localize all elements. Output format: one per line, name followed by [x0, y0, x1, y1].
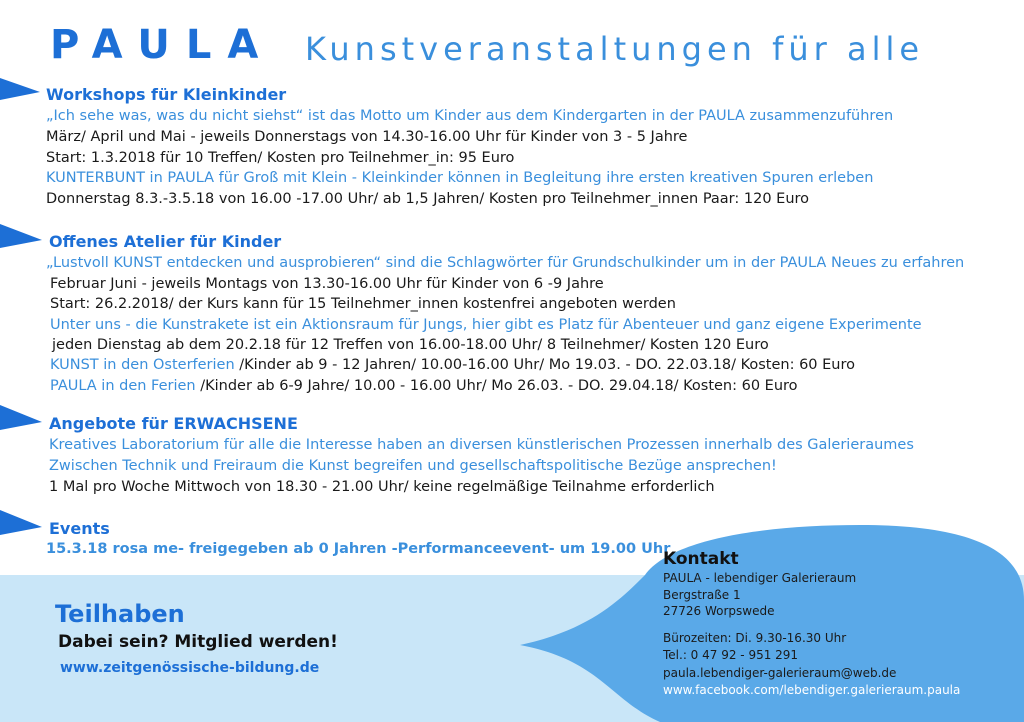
atelier-line: Februar Juni - jeweils Montags von 13.30-16.00 Uhr für Kinder von 6 -9 Jahre	[50, 276, 604, 292]
ferien-label: PAULA in den Ferien	[50, 378, 196, 394]
kontakt-street: Bergstraße 1	[663, 588, 741, 602]
section-marker-icon	[0, 510, 42, 535]
section-heading-atelier: Offenes Atelier für Kinder	[49, 232, 282, 251]
section-marker-icon	[0, 405, 42, 430]
kontakt-heading: Kontakt	[663, 549, 739, 569]
atelier-line: Unter uns - die Kunstrakete ist ein Aktionsraum für Jungs, hier gibt es Platz für Abenteuer und ganz eigene Experimente	[50, 317, 922, 333]
kontakt-email[interactable]: paula.lebendiger-galerieraum@web.de	[663, 666, 897, 680]
ferien-details: /Kinder ab 6-9 Jahre/ 10.00 - 16.00 Uhr/ Mo 26.03. - DO. 29.04.18/ Kosten: 60 Euro	[195, 378, 798, 394]
events-line: 15.3.18 rosa me- freigegeben ab 0 Jahren -Performanceevent- um 19.00 Uhr	[46, 541, 671, 557]
erwachsene-line: Kreatives Laboratorium für alle die Interesse haben an diversen künstlerischen Prozessen innerhalb des Galerieraumes	[49, 437, 914, 453]
page-subtitle: Kunstveranstaltungen für alle	[305, 30, 925, 68]
atelier-ferien-line	[50, 378, 798, 394]
workshops-line: März/ April und Mai - jeweils Donnerstags von 14.30-16.00 Uhr für Kinder von 3 - 5 Jahre	[46, 129, 688, 145]
workshops-line: KUNTERBUNT in PAULA für Groß mit Klein - Kleinkinder können in Begleitung ihre ersten kreativen Spuren erleben	[46, 170, 874, 186]
teilhaben-link[interactable]: www.zeitgenössische-bildung.de	[60, 660, 320, 676]
atelier-line: jeden Dienstag ab dem 20.2.18 für 12 Treffen von 16.00-18.00 Uhr/ 8 Teilnehmer/ Kosten 120 Euro	[52, 337, 769, 353]
kontakt-name: PAULA - lebendiger Galerieraum	[663, 571, 857, 585]
section-heading-workshops: Workshops für Kleinkinder	[46, 85, 287, 104]
page-title: PAULA	[50, 22, 275, 68]
section-heading-erwachsene: Angebote für ERWACHSENE	[49, 414, 298, 433]
workshops-line: Start: 1.3.2018 für 10 Treffen/ Kosten pro Teilnehmer_in: 95 Euro	[46, 150, 515, 166]
section-marker-icon	[0, 224, 42, 248]
erwachsene-line: Zwischen Technik und Freiraum die Kunst begreifen und gesellschaftspolitische Bezüge ansprechen!	[49, 458, 777, 474]
osterferien-label: KUNST in den Osterferien	[50, 357, 235, 373]
teilhaben-heading: Teilhaben	[55, 600, 185, 628]
atelier-osterferien-line	[50, 357, 855, 373]
osterferien-details: /Kinder ab 9 - 12 Jahren/ 10.00-16.00 Uhr/ Mo 19.03. - DO. 22.03.18/ Kosten: 60 Euro	[234, 357, 856, 373]
atelier-line: Start: 26.2.2018/ der Kurs kann für 15 Teilnehmer_innen kostenfrei angeboten werden	[50, 296, 676, 312]
workshops-line: „Ich sehe was, was du nicht siehst“ ist das Motto um Kinder aus dem Kindergarten in der PAULA zusammenzuführen	[46, 108, 894, 124]
atelier-line: „Lustvoll KUNST entdecken und ausprobieren“ sind die Schlagwörter für Grundschulkinder um in der PAULA Neues zu erfahren	[46, 255, 965, 271]
kontakt-city: 27726 Worpswede	[663, 604, 775, 618]
section-heading-events: Events	[49, 519, 110, 538]
kontakt-facebook[interactable]: www.facebook.com/lebendiger.galerieraum.paula	[663, 683, 961, 697]
kontakt-phone: Tel.: 0 47 92 - 951 291	[663, 648, 799, 662]
section-marker-icon	[0, 78, 40, 100]
teilhaben-subheading: Dabei sein? Mitglied werden!	[58, 632, 338, 652]
kontakt-hours: Bürozeiten: Di. 9.30-16.30 Uhr	[663, 631, 847, 645]
erwachsene-line: 1 Mal pro Woche Mittwoch von 18.30 - 21.00 Uhr/ keine regelmäßige Teilnahme erforderlich	[49, 479, 715, 495]
workshops-line: Donnerstag 8.3.-3.5.18 von 16.00 -17.00 Uhr/ ab 1,5 Jahren/ Kosten pro Teilnehmer_innen Paar: 120 Euro	[46, 191, 810, 207]
